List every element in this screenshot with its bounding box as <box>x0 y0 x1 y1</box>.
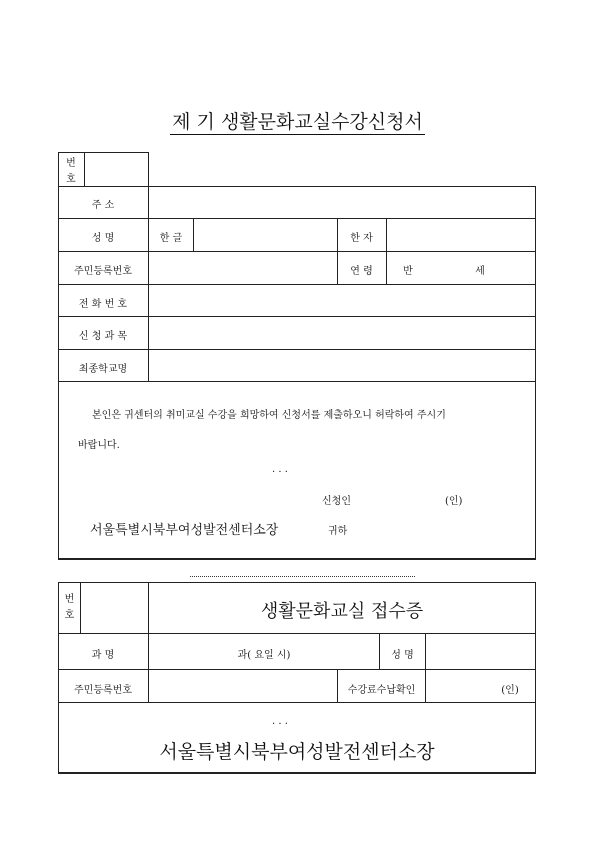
address-field[interactable] <box>149 187 535 218</box>
school-label: 최종학교명 <box>78 364 128 375</box>
resident-id-field[interactable] <box>149 252 336 283</box>
receipt-date-marks: . . . <box>272 716 288 727</box>
receipt-issuer: 서울특별시북부여성발전센터소장 <box>159 741 435 763</box>
cut-line <box>190 576 415 577</box>
receipt-seal-mark: (인) <box>501 685 519 696</box>
name-label: 성 명 <box>91 233 115 244</box>
course-field[interactable] <box>149 317 535 348</box>
receipt-resident-id-field[interactable] <box>149 670 336 701</box>
age-label: 연 령 <box>350 266 373 277</box>
number-field[interactable] <box>85 153 147 185</box>
receipt-title: 생활문화교실 접수증 <box>260 601 424 622</box>
hanja-name-field[interactable] <box>387 219 535 250</box>
receipt-course-label: 과 명 <box>91 650 115 661</box>
number-label: 번 호 <box>66 158 76 185</box>
receipt-name-label: 성 명 <box>391 650 414 661</box>
resident-id-label: 주민등록번호 <box>74 266 132 277</box>
applicant-label: 신청인 <box>322 496 351 507</box>
seal-mark: (인) <box>445 496 463 507</box>
addressee: 서울특별시북부여성발전센터소장 <box>90 523 279 538</box>
course-label: 신 청 과 목 <box>78 331 128 342</box>
receipt-resident-id-label: 주민등록번호 <box>74 685 132 696</box>
fee-confirm-label: 수강료수납확인 <box>347 685 416 696</box>
date-marks: . . . <box>272 464 288 475</box>
receipt-number-field[interactable] <box>81 583 147 632</box>
hanja-label: 한 자 <box>350 233 373 244</box>
school-field[interactable] <box>149 350 535 381</box>
receipt-course-value: 과( 요일 시) <box>237 650 291 661</box>
honorific: 귀하 <box>328 526 348 537</box>
statement-text: 본인은 귀센터의 취미교실 수강을 희망하여 신청서를 제출하오니 허락하여 주시기 <box>92 410 446 421</box>
receipt-name-field[interactable] <box>426 634 535 668</box>
phone-field[interactable] <box>149 285 535 316</box>
form-title: 제 기 생활문화교실수강신청서 <box>172 111 423 133</box>
address-label: 주 소 <box>91 200 115 211</box>
hangul-label: 한 글 <box>159 233 183 244</box>
age-se-text: 세 <box>475 266 485 277</box>
receipt-number-label: 번 호 <box>64 594 75 621</box>
phone-label: 전 화 번 호 <box>78 299 128 310</box>
statement-text-2: 바랍니다. <box>78 440 120 451</box>
age-ban-text: 반 <box>403 266 413 277</box>
hangul-name-field[interactable] <box>194 219 336 250</box>
